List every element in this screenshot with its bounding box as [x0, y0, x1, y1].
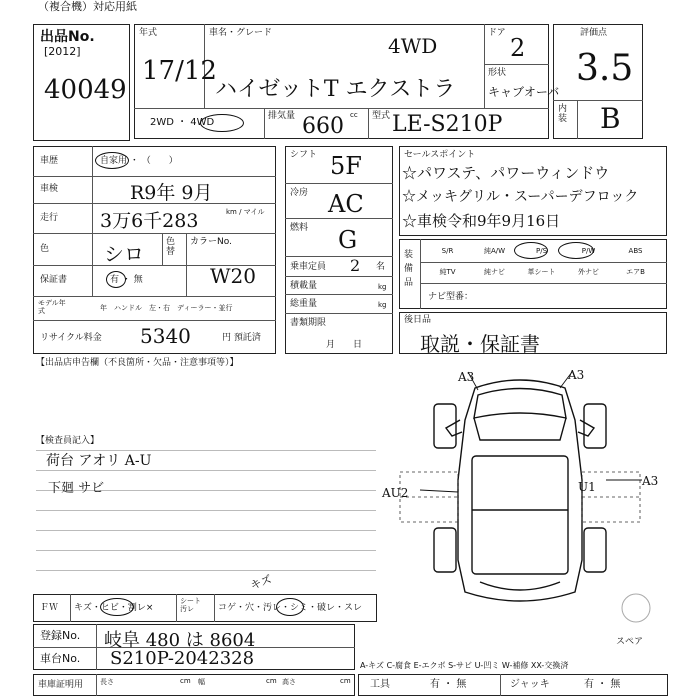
- mileage-units: km / マイル: [226, 208, 265, 216]
- name-label: 車名・グレード: [209, 28, 273, 38]
- mark-a3-front-left: A3: [458, 370, 475, 384]
- equipment-option: 外ナビ: [578, 268, 599, 276]
- pw-circle: [558, 242, 594, 259]
- recycle-value: 5340: [140, 324, 191, 348]
- gross-label: 総重量: [290, 299, 318, 309]
- fuel-value: G: [338, 226, 358, 254]
- capacity-label: 乗車定員: [290, 262, 327, 272]
- warranty-options: 有 ・ 無: [110, 275, 143, 285]
- inspector-label: 【検査員記入】: [36, 436, 100, 446]
- cert-label: 車庫証明用: [38, 680, 84, 690]
- doc-label: 書類期限: [290, 318, 327, 328]
- chassis-value: S210P-2042328: [110, 648, 255, 669]
- fuel-label: 燃料: [290, 223, 309, 233]
- interior-value: B: [600, 102, 621, 135]
- jack-label: ジャッキ: [510, 679, 550, 690]
- warranty-yes-circle: [106, 271, 126, 288]
- drive-4wd-circle: [200, 114, 244, 132]
- year-label: 年式: [139, 28, 158, 38]
- doc-unit: 月 日: [326, 340, 363, 350]
- dim-length-label: 長さ: [100, 678, 114, 686]
- lot-year-box: [2012]: [44, 45, 81, 58]
- seat-options: コゲ・穴・汚レ・シミ・破レ・スレ: [218, 603, 363, 613]
- chassis-label: 車台No.: [40, 652, 81, 665]
- equipment-label: 装備品: [404, 250, 414, 288]
- equipment-option: P/W: [581, 247, 596, 255]
- seat-label: シート 汚レ: [180, 597, 201, 613]
- ac-label: 冷房: [290, 188, 309, 198]
- jack-options: 有 ・ 無: [584, 679, 621, 690]
- dim-height-unit: cm: [340, 677, 351, 685]
- sales-point-1: ☆パワステ、パワーウィンドウ: [402, 164, 610, 182]
- lot-label: 出品No.: [40, 29, 95, 45]
- year-value: 17/12: [142, 56, 217, 86]
- dim-width-label: 幅: [198, 678, 205, 686]
- history-options: 自家用 ・ （ ）: [100, 156, 178, 166]
- model-value: LE-S210P: [392, 112, 503, 137]
- equipment-option: エアB: [626, 268, 645, 276]
- spare-label: スペア: [616, 637, 644, 647]
- shift-label: シフト: [290, 150, 318, 160]
- tools-options: 有 ・ 無: [430, 679, 467, 690]
- capacity-value: 2: [350, 256, 361, 275]
- drive-note: 4WD: [388, 34, 438, 58]
- name-value: ハイゼットT エクストラ: [215, 77, 456, 102]
- ps-circle: [514, 242, 548, 259]
- inspector-note-2: 下廻 サビ: [48, 481, 105, 496]
- displacement-label: 排気量: [268, 111, 296, 121]
- color-change-label: 色替: [166, 237, 176, 257]
- history-label: 車歴: [40, 156, 59, 166]
- recycle-unit: 円 預託済: [222, 333, 261, 343]
- shape-label: 形状: [488, 68, 507, 78]
- ac-value: AC: [328, 190, 364, 218]
- equipment-option: 純TV: [439, 268, 456, 276]
- tools-label: 工具: [370, 679, 390, 690]
- mark-au2: AU2: [382, 486, 409, 500]
- lot-box: [33, 24, 130, 141]
- displacement-unit: cc: [350, 111, 358, 119]
- equipment-option: 革シート: [527, 268, 556, 276]
- recycle-label: リサイクル料金: [40, 333, 102, 343]
- mark-a3-side: A3: [642, 474, 659, 488]
- later-value: 取説・保証書: [420, 332, 540, 356]
- equipment-option: ABS: [628, 247, 643, 255]
- sales-point-2: ☆メッキグリル・スーパーデフロック: [402, 189, 639, 205]
- sales-label: セールスポイント: [404, 150, 476, 160]
- declaration-label: 【出品店申告欄（不良箇所・欠品・注意事項等）】: [36, 358, 239, 368]
- shape-value: キャブオーバ: [488, 85, 560, 99]
- inspector-note-1: 荷台 アオリ A-U: [46, 453, 152, 469]
- crack-circle: [100, 598, 134, 616]
- mark-u1: U1: [578, 480, 596, 494]
- plate-value: 岐阜 480 は 8604: [104, 630, 256, 651]
- load-unit: kg: [378, 283, 387, 291]
- equipment-option: P/S: [535, 247, 548, 255]
- drive-options: 2WD ・ 4WD: [150, 117, 215, 128]
- stain-circle: [276, 598, 304, 616]
- equipment-option: 純ナビ: [484, 268, 505, 276]
- dim-length-unit: cm: [180, 677, 191, 685]
- equipment-option: S/R: [441, 247, 454, 255]
- rating-label: 評価点: [580, 28, 608, 38]
- color-no-value: W20: [210, 264, 257, 288]
- plate-label: 登録No.: [40, 629, 81, 642]
- model-year-label: モデル年式: [38, 299, 66, 315]
- load-label: 積載量: [290, 281, 318, 291]
- fw-label: ＦＷ: [40, 603, 59, 613]
- rating-value: 3.5: [576, 48, 634, 89]
- history-private-circle: [95, 152, 129, 169]
- shift-value: 5F: [330, 152, 362, 180]
- door-label: ドア: [488, 28, 506, 38]
- model-year-row: 年 ハンドル 左・右 ディーラー・並行: [100, 304, 233, 312]
- inspection-value: R9年 9月: [130, 182, 213, 204]
- seat-note: キズ: [248, 572, 274, 593]
- color-value: シロ: [104, 242, 144, 266]
- capacity-unit: 名: [376, 262, 386, 272]
- warranty-label: 保証書: [40, 275, 68, 285]
- inspection-label: 車検: [40, 184, 59, 194]
- later-label: 後日品: [404, 315, 432, 325]
- displacement-value: 660: [302, 114, 344, 139]
- mileage-label: 走行: [40, 213, 59, 223]
- gross-unit: kg: [378, 301, 387, 309]
- damage-legend: A-キズ C-腐食 E-エクボ S-サビ U-凹ミ W-補修 XX-交換済: [360, 661, 569, 670]
- door-value: 2: [510, 34, 526, 62]
- color-label: 色: [40, 244, 50, 254]
- mileage-value: 3万6千283: [100, 210, 199, 232]
- dim-height-label: 高さ: [282, 678, 296, 686]
- model-label: 型式: [372, 111, 391, 121]
- interior-label: 内装: [558, 104, 568, 124]
- mark-a3-front-right: A3: [568, 368, 585, 382]
- form-title: （複合機）対応用紙: [38, 0, 137, 13]
- lot-number: 40049: [44, 75, 127, 105]
- equipment-option: 純A/W: [483, 247, 506, 255]
- scratch-options: キズ・ヒビ・割レ×: [74, 603, 154, 613]
- sales-point-3: ☆車検令和9年9月16日: [402, 212, 561, 230]
- dim-width-unit: cm: [266, 677, 277, 685]
- color-no-label: カラーNo.: [190, 237, 232, 247]
- navi-label: ナビ型番：: [428, 292, 474, 302]
